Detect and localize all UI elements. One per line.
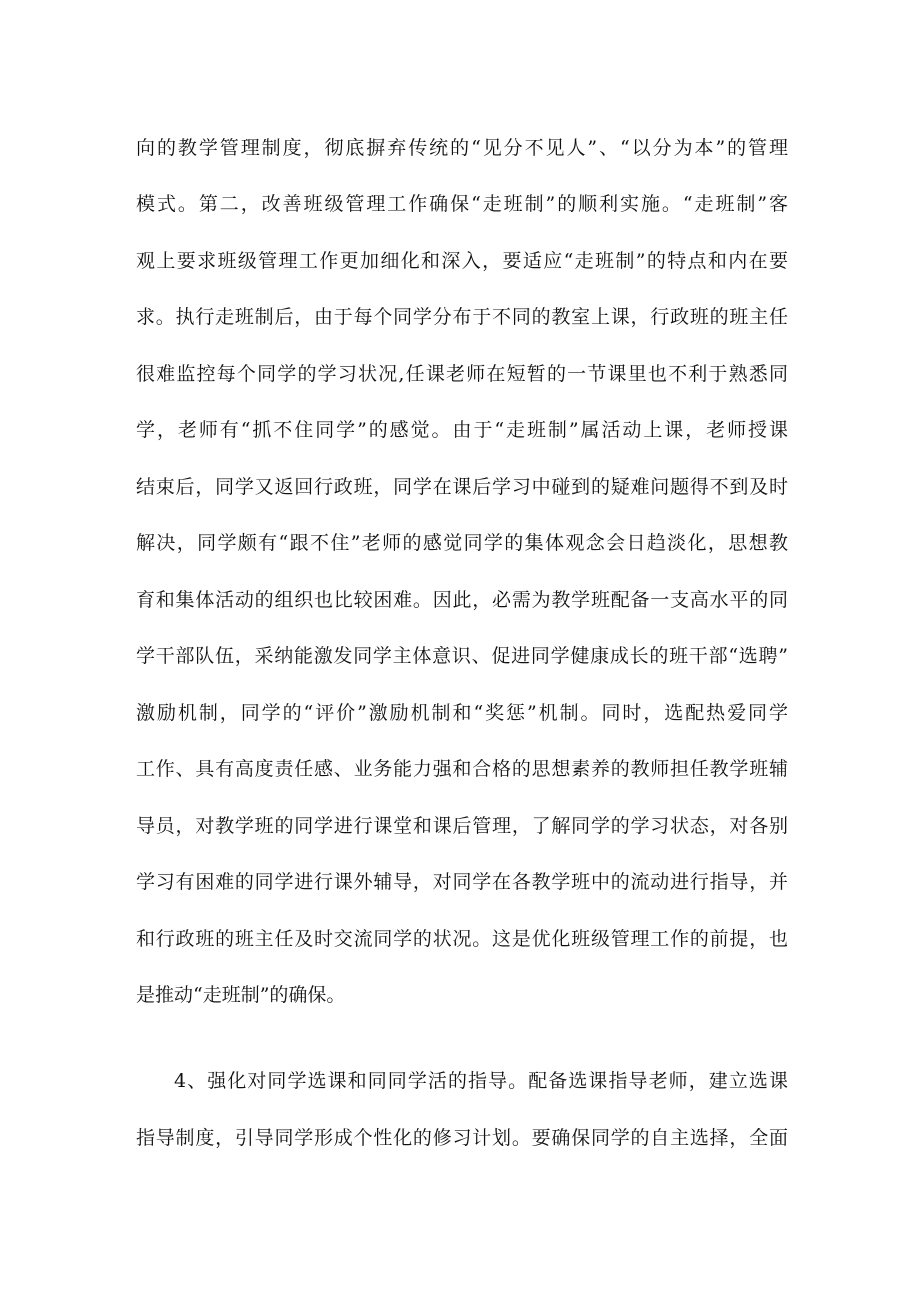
text-line: 模式。第二，改善班级管理工作确保“走班制”的顺利实施。“走班制”客 <box>136 193 788 215</box>
text-line: 学干部队伍，采纳能激发同学主体意识、促进同学健康成长的班干部“选聘” <box>136 645 788 667</box>
text-line: 观上要求班级管理工作更加细化和深入，要适应“走班制”的特点和内在要 <box>136 250 788 272</box>
text-line: 学习有困难的同学进行课外辅导，对同学在各教学班中的流动进行指导，并 <box>136 871 788 893</box>
text-line: 育和集体活动的组织也比较困难。因此，必需为教学班配备一支高水平的同 <box>136 589 788 611</box>
text-line: 指导制度，引导同学形成个性化的修习计划。要确保同学的自主选择，全面 <box>136 1127 788 1149</box>
text-line: 是推动“走班制”的确保。 <box>136 984 346 1006</box>
text-line: 结束后，同学又返回行政班，同学在课后学习中碰到的疑难问题得不到及时 <box>136 476 788 498</box>
text-line: 4、强化对同学选课和同同学活的指导。配备选课指导老师，建立选课 <box>174 1070 788 1092</box>
text-line: 激励机制，同学的“评价”激励机制和“奖惩”机制。同时，选配热爱同学 <box>136 702 788 724</box>
text-line: 解决，同学颇有“跟不住”老师的感觉同学的集体观念会日趋淡化，思想教 <box>136 532 788 554</box>
text-line: 工作、具有高度责任感、业务能力强和合格的思想素养的教师担任教学班辅 <box>136 758 788 780</box>
text-line: 很难监控每个同学的学习状况,任课老师在短暂的一节课里也不利于熟悉同 <box>136 363 788 385</box>
text-line: 和行政班的班主任及时交流同学的状况。这是优化班级管理工作的前提，也 <box>136 928 788 950</box>
text-line: 向的教学管理制度，彻底摒弃传统的“见分不见人”、“以分为本”的管理 <box>136 137 788 159</box>
text-line: 学，老师有“抓不住同学”的感觉。由于“走班制”属活动上课，老师授课 <box>136 419 788 441</box>
text-line: 导员，对教学班的同学进行课堂和课后管理，了解同学的学习状态，对各别 <box>136 815 788 837</box>
text-line: 求。执行走班制后，由于每个同学分布于不同的教室上课，行政班的班主任 <box>136 306 788 328</box>
